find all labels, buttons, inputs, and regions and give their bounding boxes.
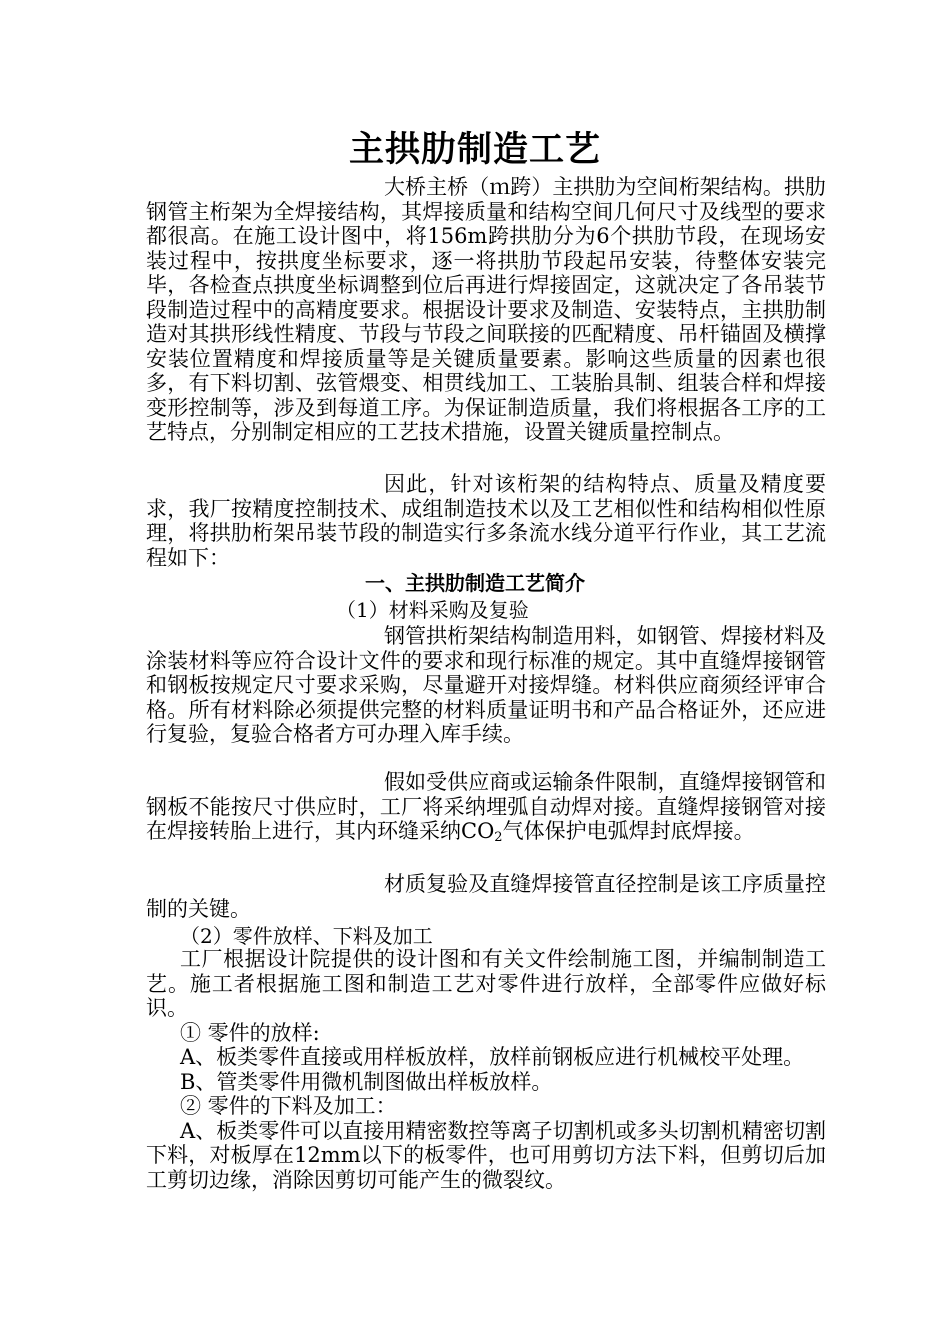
paragraph-welding-text-a: 假如受供应商或运输条件限制，直缝焊接钢管和钢板不能按尺寸供应时，工厂将采纳埋弧自动焊对接。直缝焊接钢管对接在焊接转胎上进行，其内环缝采纳CO (146, 770, 826, 843)
section-heading: 一、主拱肋制造工艺简介 (365, 571, 585, 595)
welding-section (146, 770, 826, 844)
paragraph-parts: 工厂根据设计院提供的设计图和有关文件绘制施工图，并编制制造工艺。施工者根据施工图和制造工艺对零件进行放样，全部零件应做好标识。 (146, 947, 826, 1020)
paragraph-welding (146, 770, 826, 844)
list-item-1b: B、管类零件用微机制图做出样板放样。 (180, 1069, 553, 1094)
paragraph-quality: 材质复验及直缝焊接管直径控制是该工序质量控制的关键。 (146, 872, 826, 921)
subheading-2: （2）零件放样、下料及加工 (180, 924, 433, 948)
intro-section (146, 175, 826, 445)
intro-paragraph-1: 大桥主桥（ｍ跨）主拱肋为空间桁架结构。拱肋钢管主桁架为全焊接结构，其焊接质量和结构空间几何尺寸及线型的要求都很高。在施工设计图中，将156m跨拱肋分为6个拱肋节段，在现场安装过程中，按拱度坐标要求，逐一将拱肋节段起吊安装，待整体安装完毕，各检查点拱度坐标调整到位后再进行焊接固定，这就决定了各吊装节段制造过程中的高精度要求。根据设计要求及制造、安装特点，主拱肋制造对其拱形线性精度、节段与节段之间联接的匹配精度、吊杆锚固及横撑安装位置精度和焊接质量等是关键质量要素。影响这些质量的因素也很多，有下料切割、弦管煨变、相贯线加工、工装胎具制、组装合样和焊接变形控制等，涉及到每道工序。为保证制造质量，我们将根据各工序的工艺特点，分别制定相应的工艺技术措施，设置关键质量控制点。 (146, 175, 826, 444)
intro-paragraph-2: 因此，针对该桁架的结构特点、质量及精度要求，我厂按精度控制技术、成组制造技术以及工艺相似性和结构相似性原理，将拱肋桁架吊装节段的制造实行多条流水线分道平行作业，其工艺流程如下： (146, 472, 826, 570)
page-title: 主拱肋制造工艺 (348, 130, 601, 170)
list-item-1: ① 零件的放样: (180, 1020, 320, 1045)
material-section (146, 624, 826, 747)
subheading-1: （1）材料采购及复验 (336, 598, 529, 622)
co2-subscript: 2 (494, 830, 503, 845)
paragraph-material: 钢管拱桁架结构制造用料，如钢管、焊接材料及涂装材料等应符合设计文件的要求和现行标准的规定。其中直缝焊接钢管和钢板按规定尺寸要求采购，尽量避开对接焊缝。材料供应商须经评审合格。所有材料除必须提供完整的材料质量证明书和产品合格证外，还应进行复验，复验合格者方可办理入库手续。 (146, 624, 826, 746)
list-item-2a: A、板类零件可以直接用精密数控等离子切割机或多头切割机精密切割下料，对板厚在12mm以下的板零件，也可用剪切方法下料，但剪切后加工剪切边缘，消除因剪切可能产生的微裂纹。 (146, 1118, 826, 1192)
parts-section (146, 947, 826, 1192)
list-item-1a: A、板类零件直接或用样板放样，放样前钢板应进行机械校平处理。 (180, 1045, 805, 1069)
paragraph-welding-text-b: 气体保护电弧焊封底焊接。 (502, 819, 755, 843)
quality-section (146, 872, 826, 921)
list-item-2: ② 零件的下料及加工： (180, 1094, 397, 1118)
intro-section-2 (146, 472, 826, 570)
